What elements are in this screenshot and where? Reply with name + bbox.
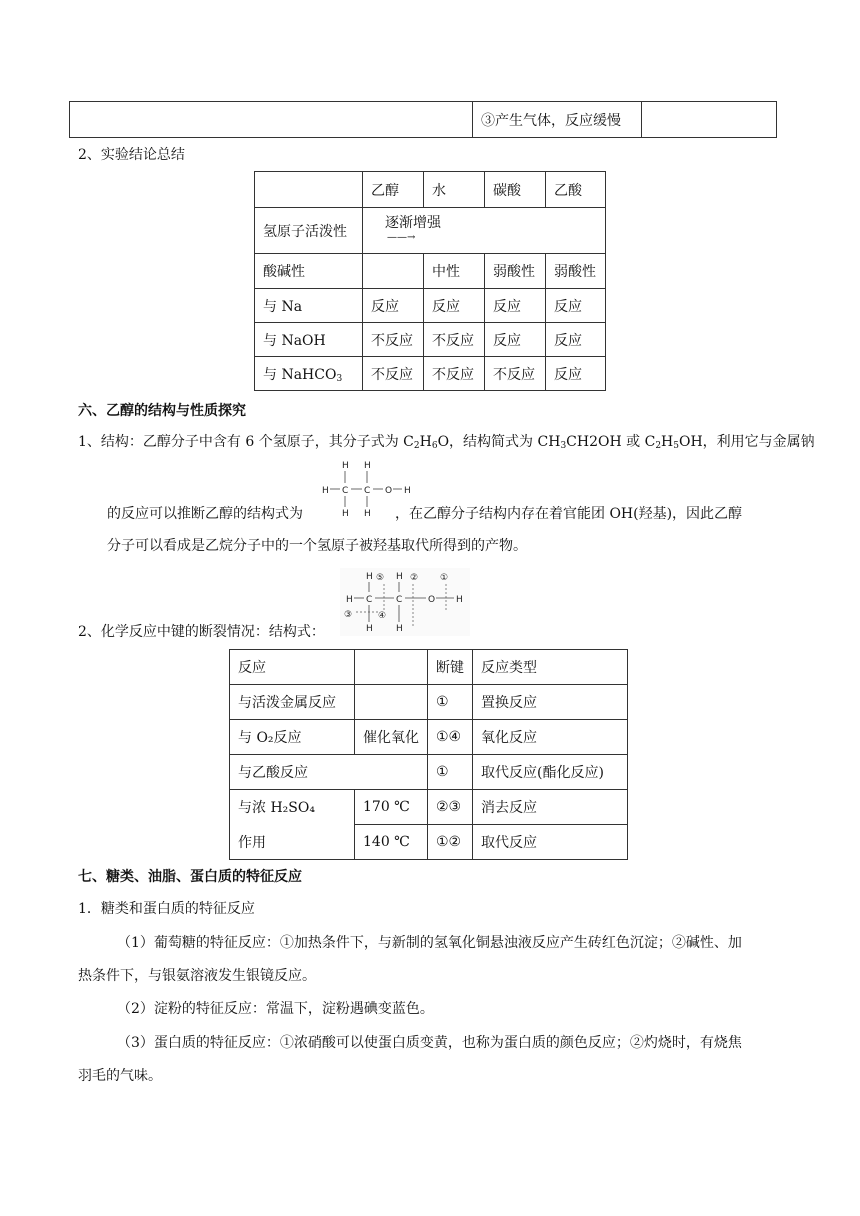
section-7-para-1b: 热条件下，与银氨溶液发生银镜反应。 [78, 968, 316, 984]
table1-cell: 反应 [546, 289, 606, 323]
section-7-para-2: （2）淀粉的特征反应：常温下，淀粉遇碘变蓝色。 [117, 1001, 434, 1017]
section-7-title: 七、糖类、油脂、蛋白质的特征反应 [78, 869, 302, 885]
table2-cell: 置换反应 [473, 685, 628, 720]
atom-h: H [364, 461, 371, 471]
table1-cell: 弱酸性 [485, 254, 546, 289]
top-cell-2: ③产生气体，反应缓慢 [473, 102, 642, 138]
section-7-subtitle-1: 1．糖类和蛋白质的特征反应 [78, 901, 255, 917]
section-6-para-1: 1、结构：乙醇分子中含有 6 个氢原子，其分子式为 $C_2H_6O$，结构简式为 $CH_3CH2OH$ 或 $C_2H_5OH$，利用它与金属钠 [78, 434, 815, 451]
table2-cell [355, 685, 428, 720]
table1-header-0 [255, 172, 363, 208]
table1-cell: 弱酸性 [546, 254, 606, 289]
section-6-para-3: 分子可以看成是乙烷分子中的一个氢原子被羟基取代所得到的产物。 [107, 538, 527, 554]
section-6-para-2: 的反应可以推断乙醇的结构式为 ，在乙醇分子结构内存在着官能团 OH(羟基)，因此乙醇 [107, 506, 743, 522]
table2-cell: 催化氧化 [355, 720, 428, 755]
atom-c: C [342, 486, 349, 496]
table1-cell: 反应 [485, 323, 546, 357]
table1-cell: 不反应 [363, 357, 424, 391]
section-2-title: 2、实验结论总结 [78, 147, 185, 163]
top-table [69, 101, 777, 138]
table2-cell: ①② [428, 825, 473, 860]
bond-label-2: ② [410, 573, 419, 583]
svg-text:H: H [366, 624, 373, 634]
table1-header-3: 碳酸 [485, 172, 546, 208]
table1-h-trend [363, 208, 606, 254]
conclusion-table [254, 171, 606, 391]
bond-label-4: ④ [378, 611, 387, 621]
table2-header-blank [355, 650, 428, 685]
svg-text:O: O [428, 595, 436, 605]
table2-cell: 与浓 H₂SO₄ [230, 790, 355, 825]
bond-break-structure-diagram [340, 568, 470, 636]
table2-header-reaction: 反应 [230, 650, 355, 685]
table1-cell: 反应 [485, 289, 546, 323]
table1-cell: 反应 [546, 323, 606, 357]
table1-header-1: 乙醇 [363, 172, 424, 208]
table2-cell: 与活泼金属反应 [230, 685, 355, 720]
table2-cell: ① [428, 755, 473, 790]
svg-text:C: C [366, 595, 373, 605]
table2-cell: 与 O₂反应 [230, 720, 355, 755]
table2-cell: 消去反应 [473, 790, 628, 825]
section-7-para-3b: 羽毛的气味。 [78, 1068, 162, 1084]
bond-break-table [229, 649, 628, 860]
table2-cell: 作用 [230, 825, 355, 860]
table1-h-label: 氢原子活泼性 [255, 208, 363, 254]
atom-h: H [342, 461, 349, 471]
table2-cell: 取代反应 [473, 825, 628, 860]
table1-cell: 反应 [363, 289, 424, 323]
section-6-subtitle-2: 2、化学反应中键的断裂情况：结构式： [78, 624, 325, 640]
table2-cell: ②③ [428, 790, 473, 825]
atom-h: H [364, 509, 371, 519]
table1-cell: 中性 [424, 254, 485, 289]
table2-cell: 取代反应(酯化反应) [473, 755, 628, 790]
table1-cell: 反应 [424, 289, 485, 323]
table2-cell: 氧化反应 [473, 720, 628, 755]
atom-o: O [385, 486, 393, 496]
atom-h: H [342, 509, 349, 519]
table2-header-type: 反应类型 [473, 650, 628, 685]
table2-cell: ①④ [428, 720, 473, 755]
table2-cell: ① [428, 685, 473, 720]
atom-c: C [364, 486, 371, 496]
table1-cell: 不反应 [363, 323, 424, 357]
svg-text:H: H [396, 624, 403, 634]
table1-cell [363, 254, 424, 289]
table2-header-bond: 断键 [428, 650, 473, 685]
table1-cell: 不反应 [485, 357, 546, 391]
table1-row-na-label: 与 Na [255, 289, 363, 323]
svg-text:H: H [396, 572, 403, 582]
bond-label-3: ③ [344, 610, 353, 620]
table2-cell: 与乙酸反应 [230, 755, 428, 790]
trend-arrow-icon: ——→ [387, 232, 416, 243]
table1-cell: 不反应 [424, 357, 485, 391]
section-6-title: 六、乙醇的结构与性质探究 [78, 403, 246, 419]
table2-cell: 140 ℃ [355, 825, 428, 860]
atom-h: H [404, 486, 411, 496]
table1-row-acid-label: 酸碱性 [255, 254, 363, 289]
svg-text:C: C [396, 595, 403, 605]
table2-cell: 170 ℃ [355, 790, 428, 825]
table1-cell: 反应 [546, 357, 606, 391]
svg-text:H: H [346, 595, 353, 605]
trend-text: 逐渐增强 [385, 215, 441, 231]
top-cell-3 [642, 102, 777, 138]
atom-h: H [322, 486, 329, 496]
bond-label-1: ① [440, 573, 449, 583]
table1-row-naoh-label: 与 NaOH [255, 323, 363, 357]
svg-text:H: H [456, 595, 463, 605]
table1-row-nahco3-label: 与 NaHCO$_3$ [255, 357, 363, 391]
table1-header-4: 乙酸 [546, 172, 606, 208]
section-7-para-1a: （1）葡萄糖的特征反应：①加热条件下，与新制的氢氧化铜悬浊液反应产生砖红色沉淀；②碱性、加 [117, 935, 742, 951]
table1-header-2: 水 [424, 172, 485, 208]
top-cell-1 [70, 102, 473, 138]
table1-cell: 不反应 [424, 323, 485, 357]
section-7-para-3a: （3）蛋白质的特征反应：①浓硝酸可以使蛋白质变黄，也称为蛋白质的颜色反应；②灼烧时，有烧焦 [117, 1035, 742, 1051]
bond-label-5: ⑤ [376, 573, 385, 583]
svg-text:H: H [366, 572, 373, 582]
